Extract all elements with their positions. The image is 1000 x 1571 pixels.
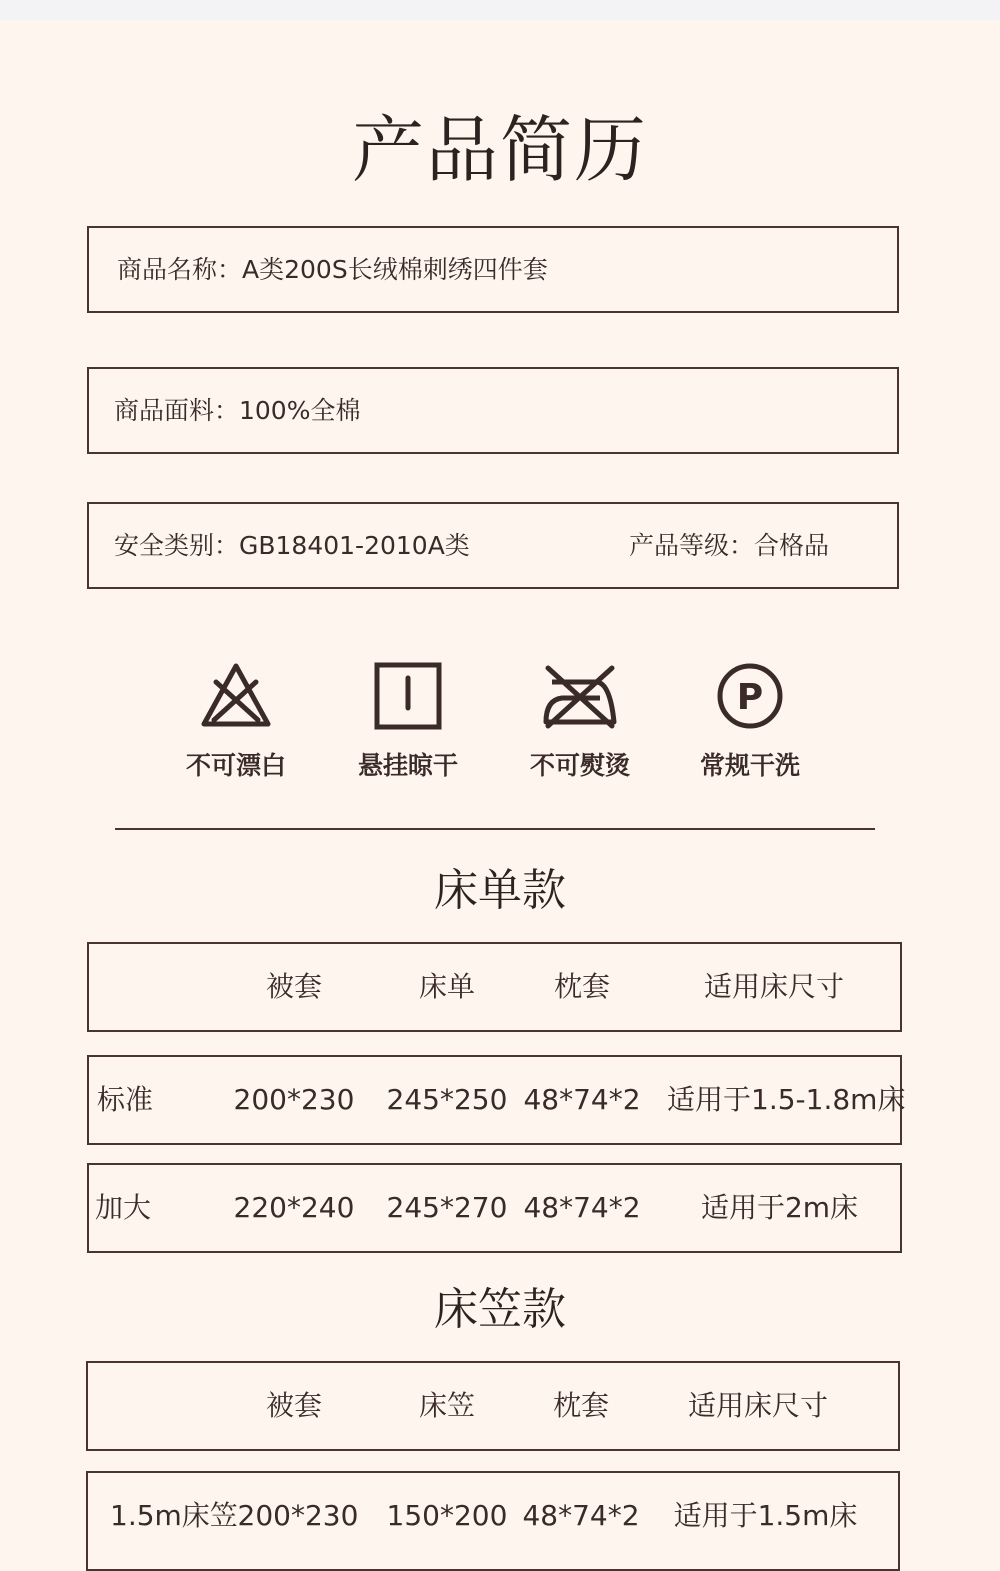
product-name-box bbox=[87, 226, 899, 313]
table-cell: 200*230 bbox=[233, 1083, 355, 1116]
header-cell: 适用床尺寸 bbox=[703, 970, 844, 1003]
page-title: 产品简历 bbox=[351, 108, 648, 192]
table-cell: 48*74*2 bbox=[522, 1499, 640, 1532]
care-label: 常规干洗 bbox=[699, 751, 800, 780]
hang-dry-icon bbox=[372, 660, 444, 732]
table-cell: 48*74*2 bbox=[523, 1083, 641, 1116]
safety-grade-box bbox=[87, 502, 899, 589]
row-label: 加大 bbox=[95, 1191, 152, 1224]
table-cell: 48*74*2 bbox=[523, 1191, 641, 1224]
svg-text:P: P bbox=[736, 677, 764, 718]
table-cell: 适用于1.5-1.8m床 bbox=[667, 1083, 906, 1116]
safety-category: 安全类别：GB18401-2010A类 bbox=[114, 531, 470, 560]
table-cell: 245*250 bbox=[386, 1083, 508, 1116]
header-cell: 枕套 bbox=[553, 970, 610, 1003]
care-item-no-bleach bbox=[166, 660, 306, 782]
product-name: 商品名称：A类200S长绒棉刺绣四件套 bbox=[117, 255, 548, 284]
product-fabric-box bbox=[87, 367, 899, 454]
no-iron-icon bbox=[540, 660, 620, 732]
fitted-table-header bbox=[86, 1361, 900, 1451]
header-cell: 适用床尺寸 bbox=[687, 1389, 828, 1422]
table-cell: 150*200 bbox=[386, 1499, 508, 1532]
table-cell: 适用于2m床 bbox=[700, 1191, 859, 1224]
sheet-table-title: 床单款 bbox=[434, 865, 566, 916]
care-item-dry-clean bbox=[680, 660, 820, 782]
dry-clean-icon bbox=[714, 660, 786, 732]
table-cell: 245*270 bbox=[386, 1191, 508, 1224]
product-fabric: 商品面料：100%全棉 bbox=[114, 396, 361, 425]
header-cell: 床单 bbox=[418, 970, 475, 1003]
top-bar bbox=[0, 0, 1000, 20]
care-item-hang-dry bbox=[338, 660, 478, 782]
table-cell: 200*230 bbox=[237, 1499, 359, 1532]
product-grade: 产品等级：合格品 bbox=[629, 531, 830, 560]
care-label: 不可漂白 bbox=[185, 751, 286, 780]
care-item-no-iron bbox=[510, 660, 650, 782]
table-row bbox=[87, 1163, 902, 1253]
table-cell: 适用于1.5m床 bbox=[673, 1499, 858, 1532]
care-label: 不可熨烫 bbox=[529, 751, 630, 780]
header-cell: 枕套 bbox=[552, 1389, 609, 1422]
header-cell: 床笠 bbox=[418, 1389, 475, 1422]
fitted-table-title: 床笠款 bbox=[434, 1284, 566, 1335]
section-divider bbox=[115, 828, 875, 830]
table-cell: 220*240 bbox=[233, 1191, 355, 1224]
header-cell: 被套 bbox=[265, 970, 322, 1003]
row-label: 1.5m床笠 bbox=[110, 1499, 238, 1532]
table-row bbox=[86, 1471, 900, 1571]
no-bleach-icon bbox=[200, 660, 272, 732]
header-cell: 被套 bbox=[265, 1389, 322, 1422]
row-label: 标准 bbox=[97, 1083, 154, 1116]
care-label: 悬挂晾干 bbox=[357, 751, 458, 780]
sheet-table-header bbox=[87, 942, 902, 1032]
table-row bbox=[87, 1055, 906, 1145]
